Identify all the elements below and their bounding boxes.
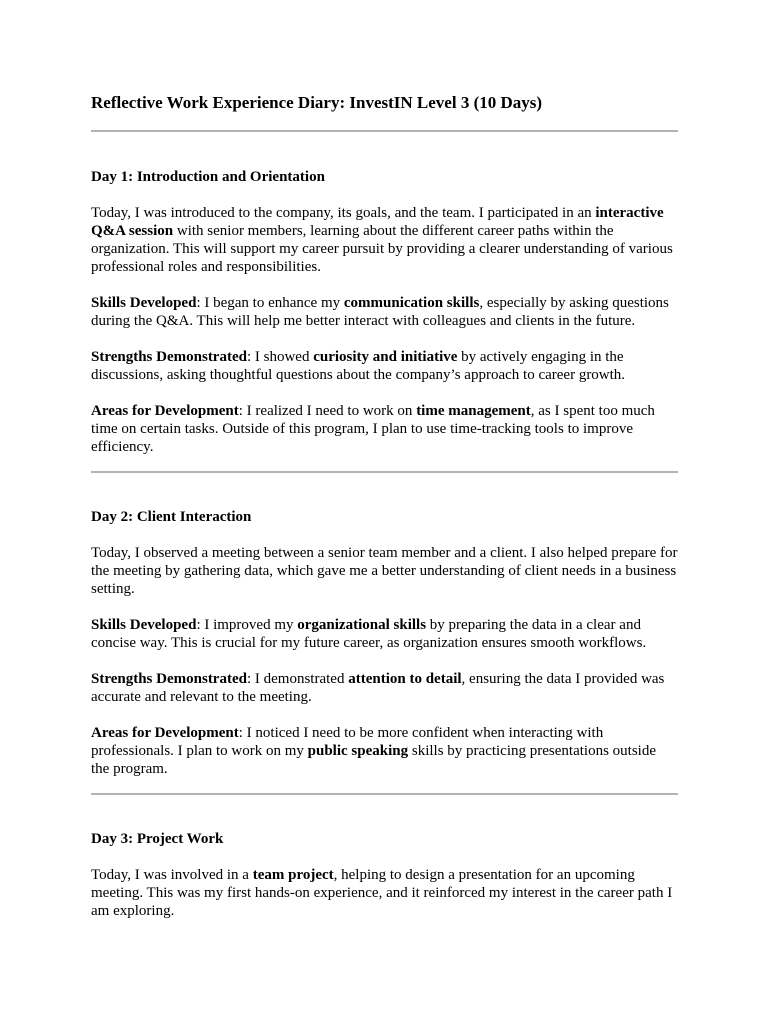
text-run: , especially by asking questions during the Q&A. This will help me better interact with colleagues and clients in the future. — [91, 295, 669, 329]
text-run: : I realized I need to work on — [238, 403, 417, 419]
day-1-section — [91, 168, 678, 456]
day-heading: Day 1: Introduction and Orientation — [91, 169, 325, 185]
strengths-demonstrated-paragraph — [91, 670, 678, 706]
bold-text: public speaking — [307, 743, 409, 759]
bold-text: Strengths Demonstrated — [91, 349, 247, 365]
day-summary — [91, 204, 678, 276]
text-run: : I began to enhance my — [196, 295, 344, 311]
bold-text: attention to detail — [348, 671, 462, 687]
areas-for-development-paragraph — [91, 402, 678, 456]
text-run: Today, I observed a meeting between a senior team member and a client. I also helped prepare for the meeting by gathering data, which gave me a better understanding of client needs in a business setting. — [91, 545, 678, 597]
bold-text: Areas for Development — [91, 403, 239, 419]
divider — [91, 471, 678, 473]
day-2-section — [91, 508, 678, 778]
bold-text: team project — [252, 867, 334, 883]
page-title: Reflective Work Experience Diary: InvestIN Level 3 (10 Days) — [91, 93, 543, 112]
day-heading: Day 3: Project Work — [91, 831, 224, 847]
bold-text: Areas for Development — [91, 725, 239, 741]
text-run: , as I spent too much time on certain tasks. Outside of this program, I plan to use time-tracking tools to improve efficiency. — [91, 403, 655, 455]
bold-text: Strengths Demonstrated — [91, 671, 247, 687]
bold-text: organizational skills — [297, 617, 427, 633]
text-run: : I showed — [246, 349, 314, 365]
divider — [91, 793, 678, 795]
bold-text: Skills Developed — [91, 295, 197, 311]
areas-for-development-paragraph — [91, 724, 678, 778]
bold-text: time management — [416, 403, 531, 419]
text-run: skills by practicing presentations outside the program. — [91, 743, 656, 777]
day-heading: Day 2: Client Interaction — [91, 509, 252, 525]
text-run: by actively engaging in the discussions, asking thoughtful questions about the company’s approach to career growth. — [91, 349, 626, 383]
divider — [91, 130, 678, 132]
bold-text: communication skills — [343, 295, 480, 311]
text-run: , ensuring the data I provided was accurate and relevant to the meeting. — [91, 671, 665, 705]
day-summary — [91, 866, 678, 920]
day-summary — [91, 544, 678, 598]
text-run: Today, I was introduced to the company, its goals, and the team. I participated in an — [91, 205, 596, 221]
skills-developed-paragraph — [91, 616, 678, 652]
skills-developed-paragraph — [91, 294, 678, 330]
text-run: : I demonstrated — [246, 671, 349, 687]
bold-text: Skills Developed — [91, 617, 197, 633]
text-run: , helping to design a presentation for an upcoming meeting. This was my first hands-on experience, and it reinforced my interest in the career path I am exploring. — [91, 867, 673, 919]
strengths-demonstrated-paragraph — [91, 348, 678, 384]
text-run: Today, I was involved in a — [91, 867, 253, 883]
bold-text: curiosity and initiative — [313, 349, 458, 365]
day-3-section — [91, 830, 678, 920]
bold-text: interactive Q&A session — [91, 205, 664, 239]
text-run: with senior members, learning about the different career paths within the organization. This will support my career pursuit by providing a clearer understanding of various professional roles and responsibilities. — [91, 223, 673, 275]
text-run: : I noticed I need to be more confident when interacting with professionals. I plan to work on my — [91, 725, 604, 759]
text-run: : I improved my — [196, 617, 298, 633]
text-run: by preparing the data in a clear and concise way. This is crucial for my future career, as organization ensures smooth workflows. — [91, 617, 647, 651]
